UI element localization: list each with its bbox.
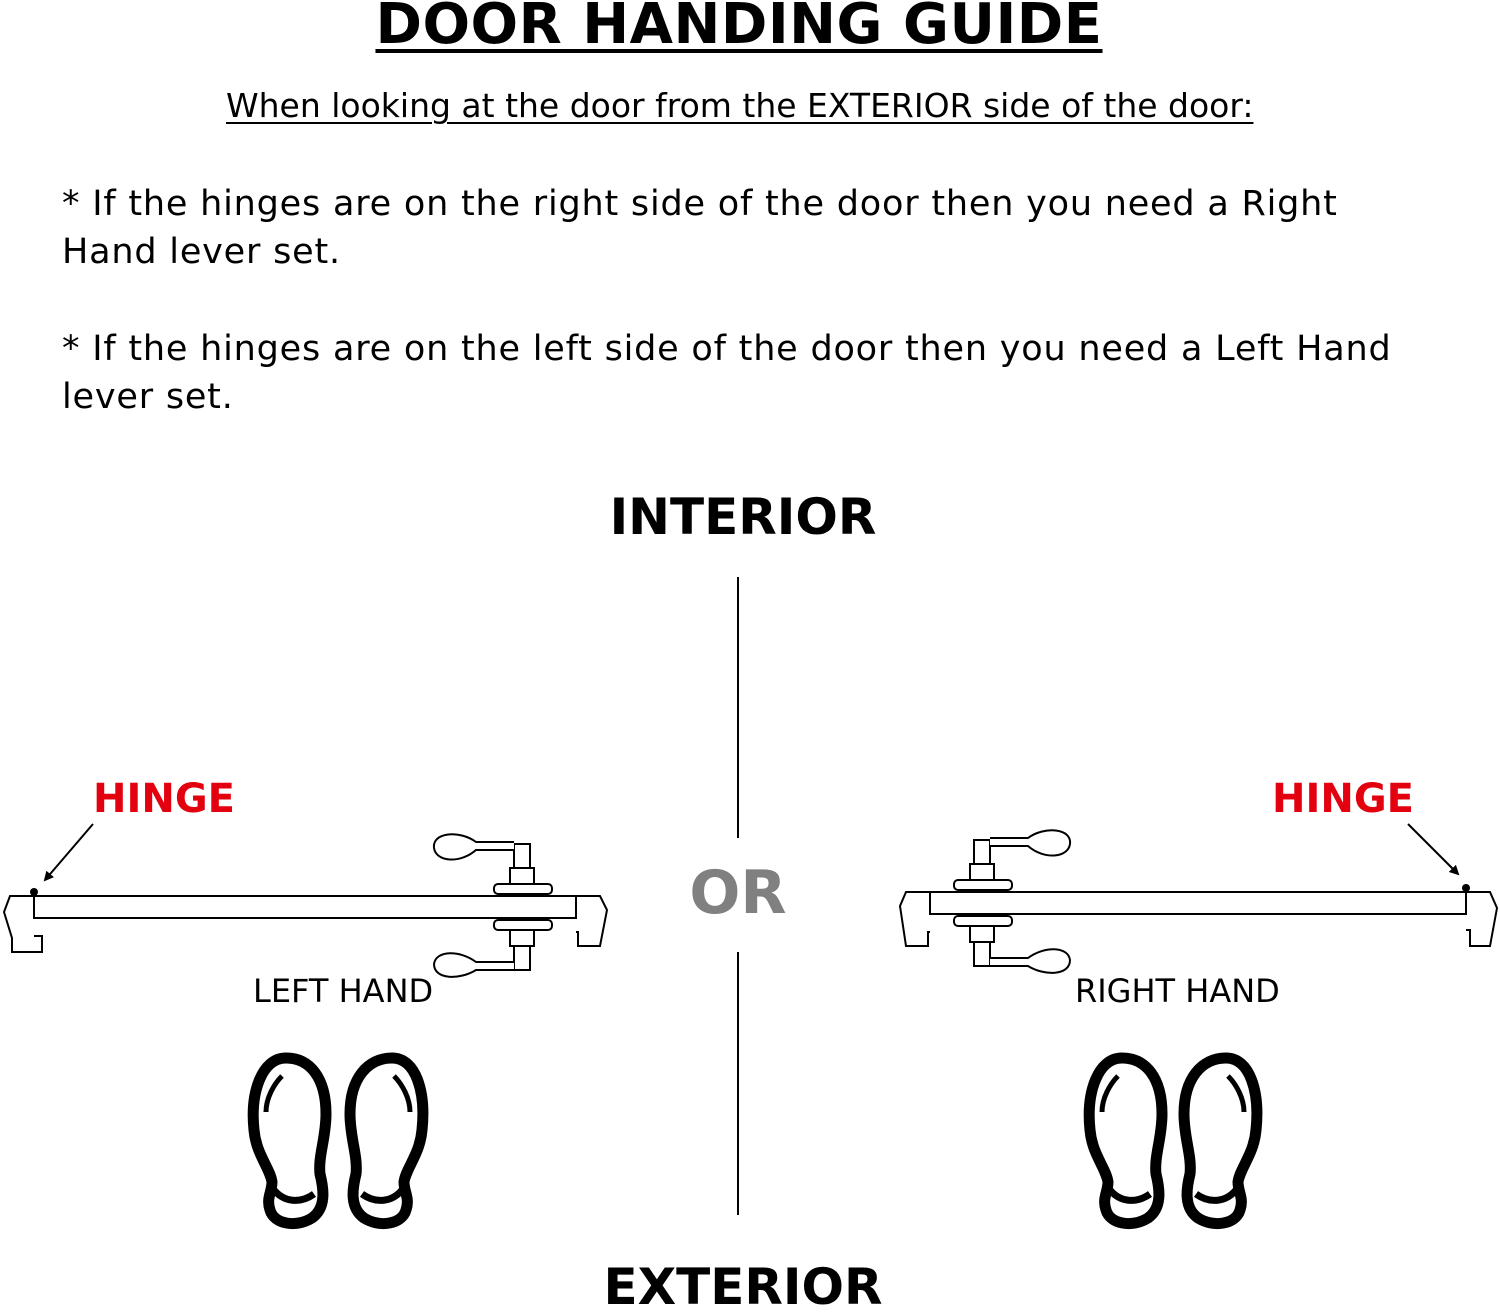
right-hinge-arrow — [1408, 824, 1458, 874]
left-door-lever-top — [434, 834, 514, 859]
footprints-left-icon — [253, 1058, 423, 1224]
left-door-hinge-pin — [31, 889, 37, 895]
page-title: DOOR HANDING GUIDE — [375, 0, 1103, 57]
rule-left-hand: * If the hinges are on the left side of the door then you need a Left Hand lever set. — [62, 329, 1392, 417]
right-door-lever-top — [990, 830, 1070, 855]
right-door-latch-jamb — [900, 892, 930, 946]
right-door-hinge-pin — [1463, 885, 1469, 891]
right-door-rose — [954, 880, 1012, 890]
left-hand-label: LEFT HAND — [253, 972, 434, 1010]
footprints-right-icon — [1089, 1058, 1257, 1224]
interior-label: INTERIOR — [609, 488, 877, 546]
left-door-lever-bottom — [434, 953, 514, 977]
right-door-slab — [930, 892, 1466, 914]
or-label: OR — [689, 858, 787, 928]
exterior-label: EXTERIOR — [603, 1258, 883, 1316]
right-door-lever-bottom — [990, 949, 1070, 973]
left-door-assembly — [4, 834, 607, 977]
left-door-slab — [34, 896, 576, 918]
left-door-rose — [494, 884, 552, 894]
guide-subtitle: When looking at the door from the EXTERIOR side of the door: — [226, 86, 1254, 125]
hinge-label-right: HINGE — [1272, 776, 1414, 822]
right-hand-label: RIGHT HAND — [1075, 972, 1280, 1010]
right-door-hinge-jamb — [1466, 892, 1497, 946]
rule-right-hand: * If the hinges are on the right side of the door then you need a Right Hand lever set. — [62, 184, 1338, 272]
hinge-label-left: HINGE — [93, 776, 235, 822]
right-door-assembly — [900, 830, 1497, 973]
left-door-latch-jamb — [576, 896, 607, 946]
left-hinge-arrow — [45, 824, 93, 880]
